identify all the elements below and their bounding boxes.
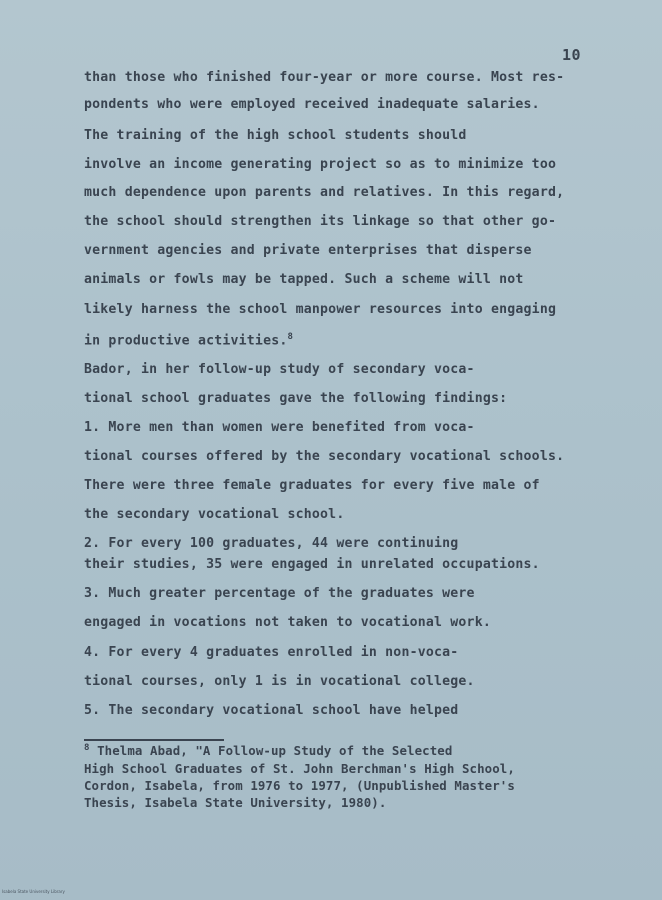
body-line: 1. More men than women were benefited from voca-	[84, 420, 475, 435]
footnote-line: Cordon, Isabela, from 1976 to 1977, (Unpublished Master's	[84, 778, 515, 793]
body-line: pondents who were employed received inadequate salaries.	[84, 97, 540, 112]
footnote-line: Thesis, Isabela State University, 1980).	[84, 795, 387, 810]
body-line: their studies, 35 were engaged in unrelated occupations.	[84, 557, 540, 572]
footnote-reference: 8	[287, 332, 294, 342]
body-line: the secondary vocational school.	[84, 507, 345, 522]
body-line: 2. For every 100 graduates, 44 were continuing	[84, 536, 459, 551]
footnote-line: High School Graduates of St. John Berchman's High School,	[84, 761, 515, 776]
body-line: much dependence upon parents and relatives. In this regard,	[84, 185, 565, 200]
body-line: animals or fowls may be tapped. Such a scheme will not	[84, 272, 524, 287]
body-line: vernment agencies and private enterprises that disperse	[84, 243, 532, 258]
body-line: likely harness the school manpower resources into engaging	[84, 302, 557, 317]
body-line-text: in productive activities.	[84, 333, 288, 349]
footnote-divider	[84, 739, 224, 741]
scan-label: Isabela State University Library	[2, 889, 65, 894]
page-number: 10	[562, 46, 582, 64]
body-line-with-footnote-ref	[84, 332, 293, 348]
body-line: tional school graduates gave the following findings:	[84, 391, 508, 406]
body-line: 5. The secondary vocational school have helped	[84, 703, 459, 718]
body-line: than those who finished four-year or more course. Most res-	[84, 70, 565, 85]
body-line: tional courses offered by the secondary vocational schools.	[84, 449, 565, 464]
footnote-text: Thelma Abad, "A Follow-up Study of the Selected	[89, 743, 453, 759]
body-line: 3. Much greater percentage of the graduates were	[84, 586, 475, 601]
footnote-marker: 8	[84, 743, 90, 753]
footnote-line-with-marker	[84, 743, 452, 758]
body-line: There were three female graduates for every five male of	[84, 478, 540, 493]
body-line: engaged in vocations not taken to vocational work.	[84, 615, 491, 630]
body-line: Bador, in her follow-up study of secondary voca-	[84, 362, 475, 377]
body-line: 4. For every 4 graduates enrolled in non-voca-	[84, 645, 459, 660]
body-line: The training of the high school students should	[84, 128, 467, 143]
body-line: tional courses, only 1 is in vocational college.	[84, 674, 475, 689]
body-line: involve an income generating project so as to minimize too	[84, 157, 557, 172]
body-line: the school should strengthen its linkage so that other go-	[84, 214, 557, 229]
